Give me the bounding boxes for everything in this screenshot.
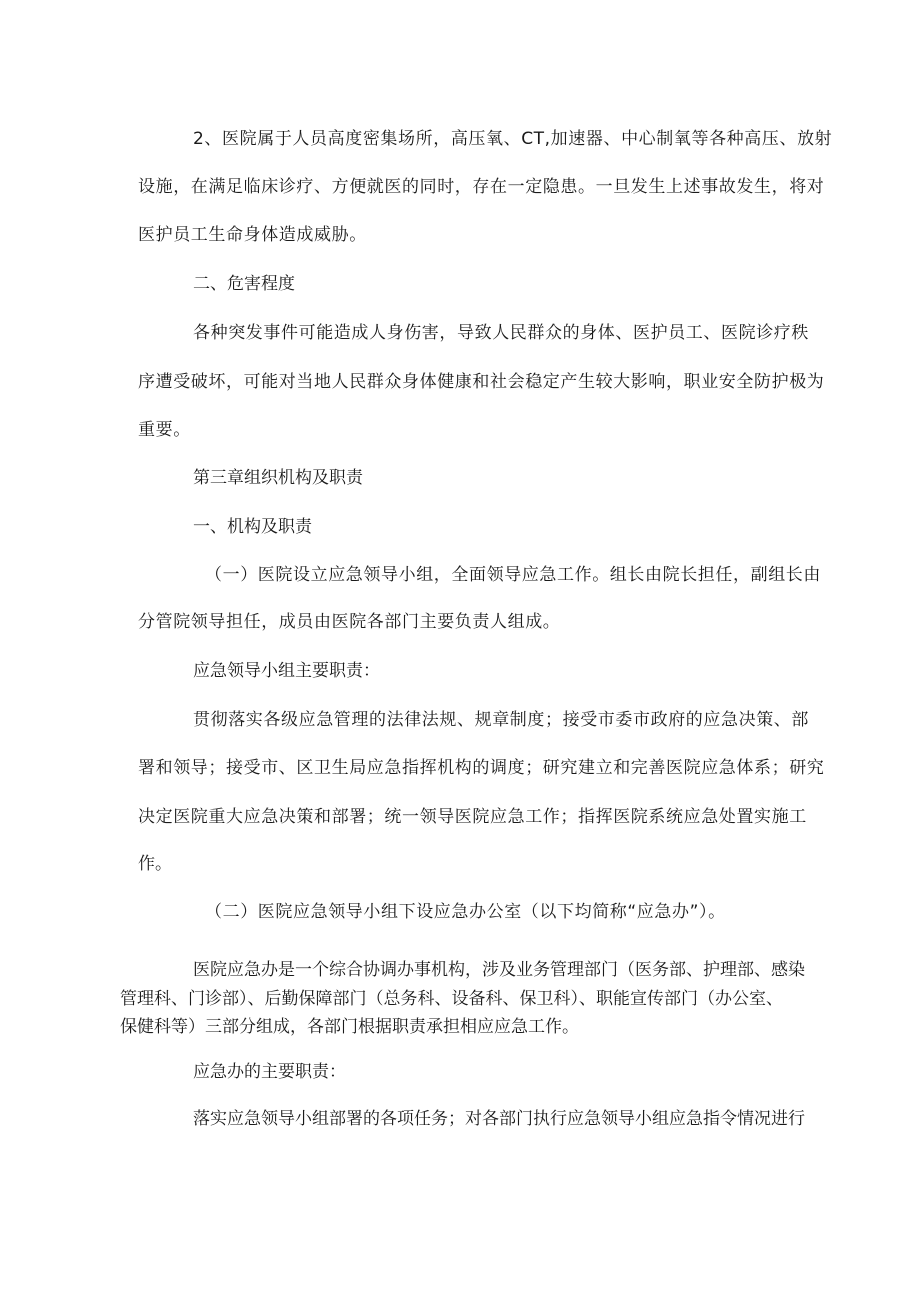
group-duties-line-3: 决定医院重大应急决策和部署；统一领导医院应急工作；指挥医院系统应急处置实施工: [138, 807, 807, 827]
hazard-2-line-2: 设施，在满足临床诊疗、方便就医的同时，存在一定隐患。一旦发生上述事故发生，将对: [138, 177, 825, 197]
hazard-2-line-3: 医护员工生命身体造成威胁。: [138, 225, 367, 245]
group-1-line-1: （一）医院设立应急领导小组，全面领导应急工作。组长由院长担任，副组长由: [205, 565, 821, 585]
office-desc-line-1: 医院应急办是一个综合协调办事机构，涉及业务管理部门（医务部、护理部、感染: [193, 960, 805, 980]
label-group-duties: 应急领导小组主要职责：: [193, 661, 380, 681]
harm-line-3: 重要。: [138, 420, 191, 440]
group-duties-line-1: 贯彻落实各级应急管理的法律法规、规章制度；接受市委市政府的应急决策、部: [193, 710, 809, 730]
office-desc-line-3: 保健科等）三部分组成，各部门根据职责承担相应应急工作。: [120, 1017, 579, 1037]
office-duties-line-1: 落实应急领导小组部署的各项任务；对各部门执行应急领导小组应急指令情况进行: [193, 1109, 805, 1129]
group-1-line-2: 分管院领导担任，成员由医院各部门主要负责人组成。: [138, 612, 561, 632]
group-duties-line-2: 署和领导；接受市、区卫生局应急指挥机构的调度；研究建立和完善医院应急体系；研究: [138, 758, 825, 778]
heading-organization: 一、机构及职责: [193, 517, 312, 537]
harm-line-1: 各种突发事件可能造成人身伤害，导致人民群众的身体、医护员工、医院诊疗秩: [193, 323, 809, 343]
office-2-line: （二）医院应急领导小组下设应急办公室（以下均简称“应急办”）。: [205, 902, 726, 922]
harm-line-2: 序遭受破坏，可能对当地人民群众身体健康和社会稳定产生较大影响，职业安全防护极为: [138, 372, 825, 392]
heading-harm-level: 二、危害程度: [193, 274, 295, 294]
label-office-duties: 应急办的主要职责：: [193, 1062, 346, 1082]
group-duties-line-4: 作。: [138, 854, 172, 874]
hazard-2-line-1: 2、医院属于人员高度密集场所，高压氧、CT,加速器、中心制氧等各种高压、放射: [193, 129, 833, 149]
chapter-title: 第三章组织机构及职责: [193, 468, 363, 488]
office-desc-line-2: 管理科、门诊部）、后勤保障部门（总务科、设备科、保卫科）、职能宣传部门（办公室、: [120, 989, 783, 1009]
